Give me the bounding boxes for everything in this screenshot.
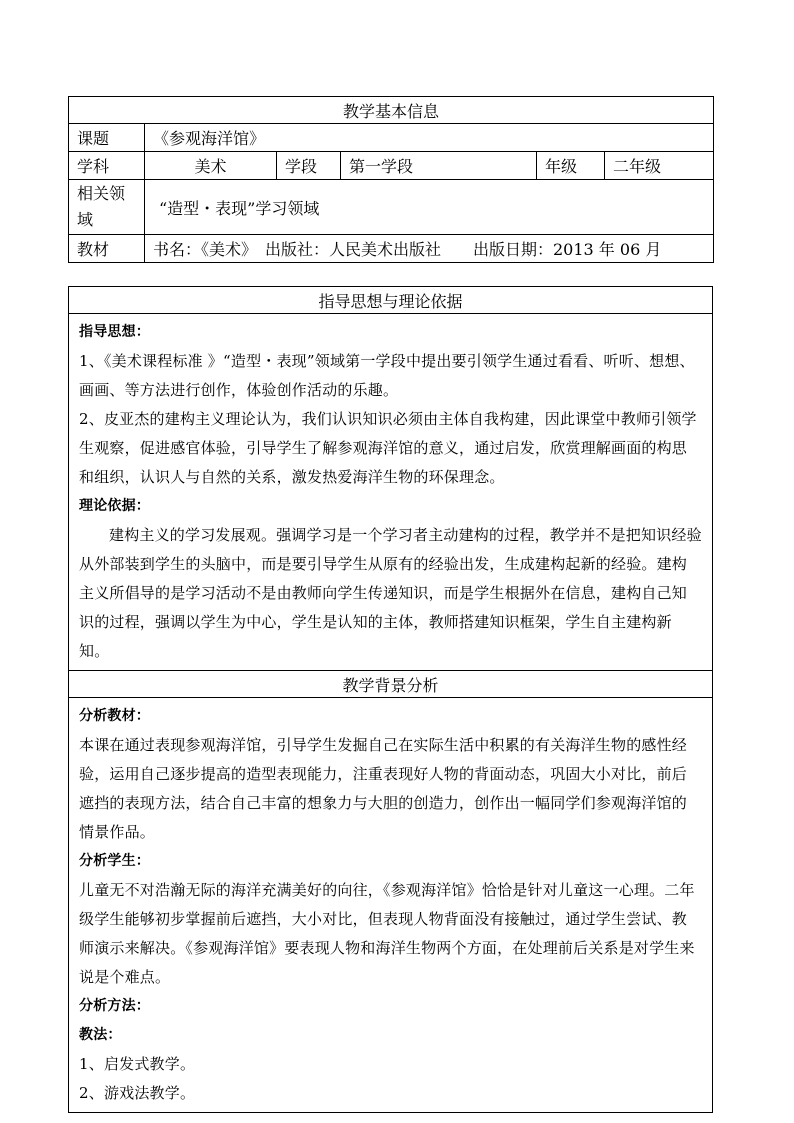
subject-value: 美术 [145,152,277,180]
background-heading-4: 教法： [79,1027,122,1043]
background-paragraph-1: 本课在通过表现参观海洋馆，引导学生发掘自己在实际生活中积累的有关海洋生物的感性经验，运用自己逐步提高的造型表现能力，注重表现好人物的背面动态，巩固大小对比，前后遮挡的表现方法，结合自己丰富的想象力与大胆的创造力，创作出一幅同学们参观海洋馆的情景作品。 [79,736,688,841]
guidance-paragraph-2: 2、皮亚杰的建构主义理论认为，我们认识知识必须由主体自我构建，因此课堂中教师引领学生观察，促进感官体验，引导学生了解参观海洋馆的意义，通过启发，欣赏理解画面的构思和组织，认识人与自然的关系，激发热爱海洋生物的环保理念。 [79,410,697,486]
textbook-label: 教材 [69,235,145,263]
subject-label: 学科 [69,152,145,180]
method-item-1: 1、启发式教学。 [79,1055,196,1073]
background-body [69,698,713,1113]
field-label: 相关领域 [69,180,145,235]
textbook-value: 书名：《美术》 出版社：人民美术出版社 出版日期：2013 年 06 月 [145,235,714,263]
topic-value: 《参观海洋馆》 [145,124,714,152]
field-value: “造型・表现”学习领域 [145,180,714,235]
guidance-paragraph-3: 建构主义的学习发展观。强调学习是一个学习者主动建构的过程，教学并不是把知识经验从外部装到学生的头脑中，而是要引导学生从原有的经验出发，生成建构起新的经验。建构主义所倡导的是学习活动不是由教师向学生传递知识，而是学生根据外在信息，建构自己知识的过程，强调以学生为中心，学生是认知的主体，教师搭建知识框架，学生自主建构新知。 [79,526,702,660]
background-title: 教学背景分析 [69,671,713,698]
topic-label: 课题 [69,124,145,152]
background-paragraph-2: 儿童无不对浩瀚无际的海洋充满美好的向往，《参观海洋馆》恰恰是针对儿童这一心理。二年级学生能够初步掌握前后遮挡，大小对比，但表现人物背面没有接触过，通过学生尝试、教师演示来解决。《参观海洋馆》要表现人物和海洋生物两个方面，在处理前后关系是对学生来说是个难点。 [79,881,695,986]
grade-label: 年级 [537,152,605,180]
stage-label: 学段 [277,152,341,180]
guidance-title: 指导思想与理论依据 [69,287,713,314]
guidance-paragraph-1: 1、《美术课程标准 》“造型・表现”领域第一学段中提出要引领学生通过看看、听听、想想、画画、等方法进行创作，体验创作活动的乐趣。 [79,352,695,399]
background-heading-1: 分析教材： [79,708,150,724]
background-heading-2: 分析学生： [79,853,150,869]
analysis-table [68,286,713,1113]
stage-value: 第一学段 [341,152,537,180]
method-item-2: 2、游戏法教学。 [79,1084,196,1102]
guidance-heading-1: 指导思想： [79,324,150,340]
guidance-body [69,314,713,671]
guidance-heading-2: 理论依据： [79,498,150,514]
basic-info-table [68,96,714,263]
background-heading-3: 分析方法： [79,998,150,1014]
grade-value: 二年级 [605,152,714,180]
basic-info-title: 教学基本信息 [69,97,714,124]
